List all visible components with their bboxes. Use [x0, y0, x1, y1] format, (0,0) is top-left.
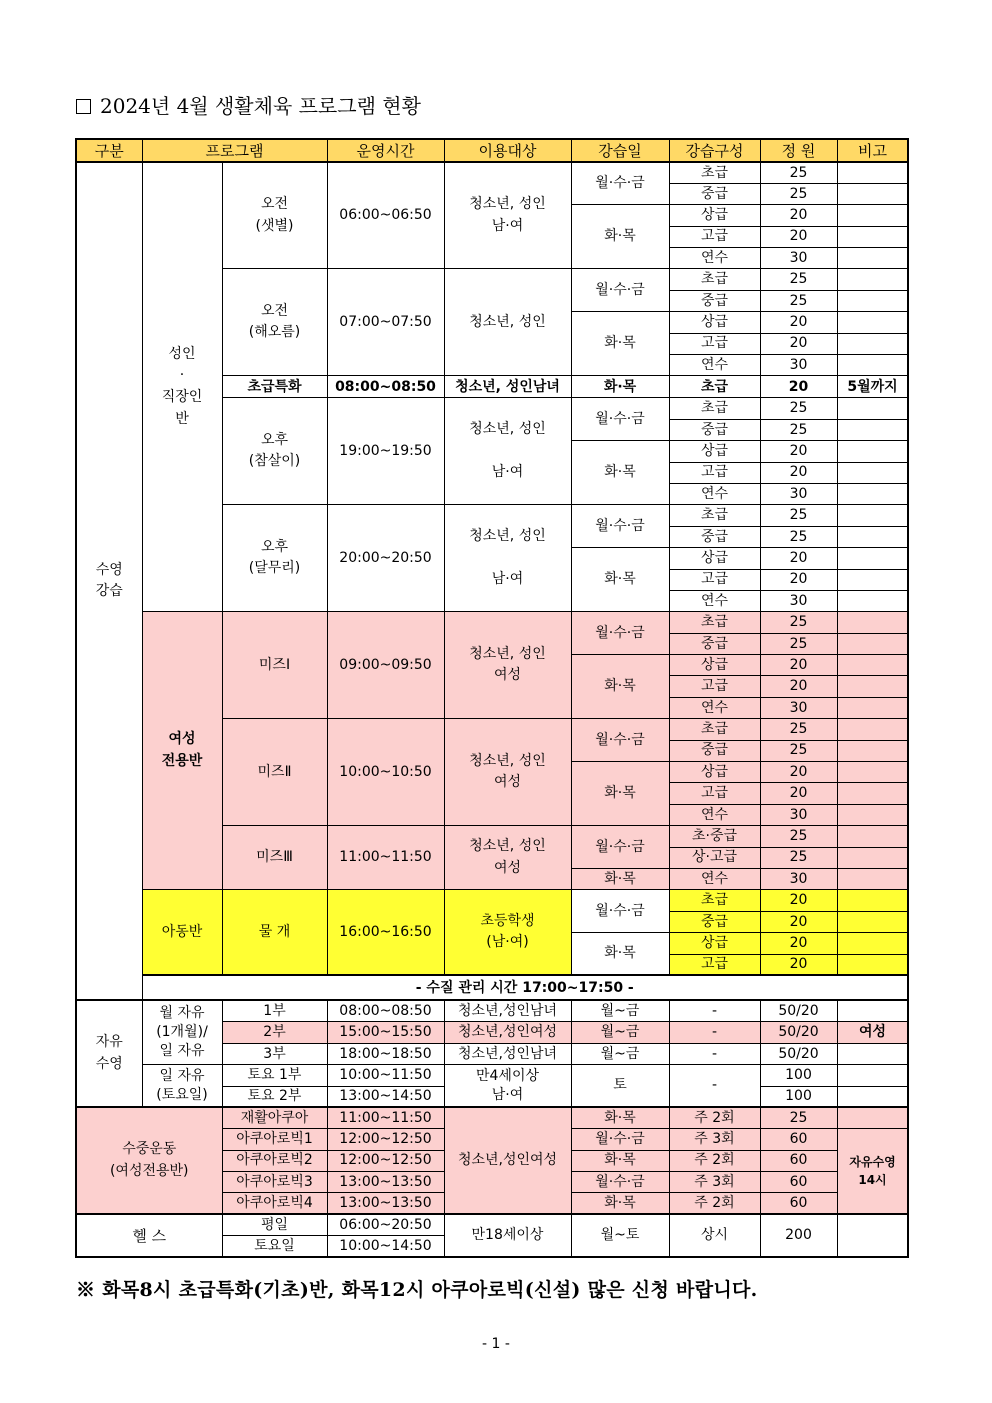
header-target: 이용대상	[444, 139, 571, 162]
composition: 주 2회	[669, 1107, 760, 1128]
note	[837, 826, 908, 847]
level: 초급	[669, 719, 760, 740]
note	[837, 398, 908, 419]
program-time: 13:00~13:50	[327, 1193, 444, 1214]
note	[837, 933, 908, 954]
level: 중급	[669, 740, 760, 761]
capacity: 20	[760, 655, 837, 676]
level: 초급	[669, 612, 760, 633]
lesson-days: 화·목	[571, 1150, 669, 1171]
program-time: 15:00~15:50	[327, 1022, 444, 1043]
level: 상급	[669, 655, 760, 676]
program-name: 초급특화	[222, 376, 327, 398]
note	[837, 483, 908, 504]
level: 고급	[669, 333, 760, 354]
program-target: 만4세이상 남·여	[444, 1065, 571, 1108]
lesson-days: 화·목	[571, 869, 669, 890]
footnote: ※ 화목8시 초급특화(기초)반, 화목12시 아쿠아로빅(신설) 많은 신청 바랍니다.	[76, 1279, 758, 1301]
level: 상·고급	[669, 847, 760, 868]
header-program: 프로그램	[142, 139, 327, 162]
level: 상급	[669, 441, 760, 462]
lesson-days: 월·수·금	[571, 1172, 669, 1193]
program-time: 20:00~20:50	[327, 505, 444, 612]
kids-group: 아동반	[142, 890, 222, 976]
capacity: 100	[760, 1086, 837, 1107]
level: 초급	[669, 890, 760, 911]
note	[837, 697, 908, 718]
women-only-group: 여성 전용반	[142, 612, 222, 890]
note	[837, 1043, 908, 1064]
capacity: 25	[760, 719, 837, 740]
header-row	[76, 139, 908, 162]
water-quality-notice: - 수질 관리 시간 17:00~17:50 -	[142, 975, 908, 1000]
page-number: - 1 -	[482, 1336, 510, 1352]
note: 여성	[837, 1022, 908, 1043]
capacity: 50/20	[760, 1000, 837, 1021]
program-name: 1부	[222, 1000, 327, 1021]
note	[837, 526, 908, 547]
program-time: 06:00~20:50	[327, 1214, 444, 1235]
level: 연수	[669, 590, 760, 611]
note	[837, 869, 908, 890]
program-time: 16:00~16:50	[327, 890, 444, 976]
note	[837, 847, 908, 868]
lesson-days: 월~금	[571, 1043, 669, 1064]
note	[837, 312, 908, 333]
program-target: 청소년,성인남녀	[444, 1043, 571, 1064]
capacity: 25	[760, 419, 837, 440]
table-row	[76, 1000, 908, 1021]
level: 연수	[669, 697, 760, 718]
program-name: 토요 1부	[222, 1065, 327, 1086]
program-name: 미즈Ⅰ	[222, 612, 327, 719]
capacity: 20	[760, 676, 837, 697]
level: 중급	[669, 183, 760, 204]
note	[837, 462, 908, 483]
capacity: 25	[760, 1107, 837, 1128]
capacity: 20	[760, 312, 837, 333]
lesson-days: 월·수·금	[571, 612, 669, 655]
checkbox-square-icon	[76, 99, 91, 114]
program-time: 07:00~07:50	[327, 269, 444, 376]
lesson-days: 월~금	[571, 1022, 669, 1043]
lesson-days: 화·목	[571, 762, 669, 826]
level: 초급	[669, 505, 760, 526]
note	[837, 1086, 908, 1107]
capacity: 30	[760, 355, 837, 376]
free-swim-monthly: 월 자유 (1개월)/ 일 자유	[142, 1000, 222, 1064]
lesson-days: 화·목	[571, 1193, 669, 1214]
capacity: 20	[760, 569, 837, 590]
program-name: 평일	[222, 1214, 327, 1235]
level: 중급	[669, 290, 760, 311]
level: 고급	[669, 226, 760, 247]
note	[837, 1065, 908, 1086]
composition: -	[669, 1000, 760, 1021]
capacity: 25	[760, 290, 837, 311]
program-time: 10:00~11:50	[327, 1065, 444, 1086]
program-name: 토요일	[222, 1236, 327, 1257]
lesson-days: 화·목	[571, 441, 669, 505]
note	[837, 162, 908, 183]
table-row	[76, 1107, 908, 1128]
note	[837, 633, 908, 654]
lesson-days: 화·목	[571, 548, 669, 612]
program-name: 아쿠아로빅3	[222, 1172, 327, 1193]
composition: 주 3회	[669, 1172, 760, 1193]
level: 연수	[669, 869, 760, 890]
program-name: 아쿠아로빅4	[222, 1193, 327, 1214]
program-target: 청소년, 성인 남·여	[444, 505, 571, 612]
program-table	[75, 138, 909, 1258]
capacity: 25	[760, 505, 837, 526]
capacity: 20	[760, 226, 837, 247]
program-name: 아쿠아로빅2	[222, 1150, 327, 1171]
header-capacity: 정 원	[760, 139, 837, 162]
table-row	[76, 975, 908, 1000]
program-target: 청소년, 성인	[444, 269, 571, 376]
note	[837, 183, 908, 204]
capacity: 50/20	[760, 1043, 837, 1064]
level: 상급	[669, 762, 760, 783]
level: 고급	[669, 462, 760, 483]
note	[837, 441, 908, 462]
capacity: 25	[760, 633, 837, 654]
capacity: 25	[760, 162, 837, 183]
capacity: 25	[760, 398, 837, 419]
swim-lesson-group: 수영 강습	[76, 162, 142, 1000]
header-note: 비고	[837, 139, 908, 162]
level: 고급	[669, 676, 760, 697]
note	[837, 1214, 908, 1257]
lesson-days: 월·수·금	[571, 162, 669, 205]
note	[837, 419, 908, 440]
health-group: 헬 스	[76, 1214, 222, 1257]
table-row	[76, 1065, 908, 1086]
note	[837, 355, 908, 376]
composition: -	[669, 1065, 760, 1108]
capacity: 20	[760, 205, 837, 226]
aqua-group: 수중운동 (여성전용반)	[76, 1107, 222, 1214]
capacity: 20	[760, 911, 837, 932]
note	[837, 783, 908, 804]
capacity: 20	[760, 890, 837, 911]
composition: 주 3회	[669, 1129, 760, 1150]
capacity: 20	[760, 333, 837, 354]
note	[837, 590, 908, 611]
lesson-days: 월~토	[571, 1214, 669, 1257]
table-row	[76, 890, 908, 911]
note	[837, 333, 908, 354]
program-name: 2부	[222, 1022, 327, 1043]
program-name: 오후 (참살이)	[222, 398, 327, 505]
lesson-days: 월·수·금	[571, 398, 669, 441]
note	[837, 676, 908, 697]
document-title	[76, 90, 421, 119]
note	[837, 1000, 908, 1021]
program-name: 재활아쿠아	[222, 1107, 327, 1128]
program-name: 오전 (해오름)	[222, 269, 327, 376]
program-time: 10:00~14:50	[327, 1236, 444, 1257]
level: 중급	[669, 633, 760, 654]
composition: 주 2회	[669, 1193, 760, 1214]
note	[837, 911, 908, 932]
lesson-days: 월·수·금	[571, 890, 669, 933]
level: 중급	[669, 419, 760, 440]
composition: 상시	[669, 1214, 760, 1257]
capacity: 200	[760, 1214, 837, 1257]
level: 초급	[669, 162, 760, 183]
capacity: 25	[760, 526, 837, 547]
level: 초급	[669, 376, 760, 398]
lesson-days: 월·수·금	[571, 1129, 669, 1150]
note	[837, 269, 908, 290]
capacity: 25	[760, 847, 837, 868]
capacity: 60	[760, 1150, 837, 1171]
note	[837, 655, 908, 676]
lesson-days: 월·수·금	[571, 505, 669, 548]
program-target: 초등학생 (남·여)	[444, 890, 571, 976]
program-name: 물 개	[222, 890, 327, 976]
program-target: 청소년, 성인 남·여	[444, 162, 571, 269]
level: 중급	[669, 526, 760, 547]
capacity: 20	[760, 954, 837, 975]
level: 중급	[669, 911, 760, 932]
program-time: 09:00~09:50	[327, 612, 444, 719]
level: 고급	[669, 954, 760, 975]
capacity: 30	[760, 869, 837, 890]
program-target: 만18세이상	[444, 1214, 571, 1257]
note	[837, 954, 908, 975]
note	[837, 762, 908, 783]
capacity: 20	[760, 783, 837, 804]
note	[837, 248, 908, 269]
program-time: 13:00~14:50	[327, 1086, 444, 1107]
level: 상급	[669, 548, 760, 569]
capacity: 60	[760, 1129, 837, 1150]
table-row	[76, 1214, 908, 1235]
title-text: 2024년 4월 생활체육 프로그램 현황	[100, 94, 421, 118]
program-target: 청소년, 성인남녀	[444, 376, 571, 398]
note: 자유수영 14시	[837, 1129, 908, 1215]
note	[837, 505, 908, 526]
header-days: 강습일	[571, 139, 669, 162]
level: 연수	[669, 248, 760, 269]
capacity: 25	[760, 183, 837, 204]
free-swim-daily: 일 자유 (토요일)	[142, 1065, 222, 1108]
note	[837, 1107, 908, 1128]
capacity: 20	[760, 548, 837, 569]
lesson-days: 월·수·금	[571, 269, 669, 312]
header-category: 구분	[76, 139, 142, 162]
note	[837, 890, 908, 911]
capacity: 20	[760, 441, 837, 462]
lesson-days: 화·목	[571, 312, 669, 376]
note	[837, 719, 908, 740]
program-time: 11:00~11:50	[327, 1107, 444, 1128]
level: 상급	[669, 933, 760, 954]
program-time: 11:00~11:50	[327, 826, 444, 890]
level: 연수	[669, 804, 760, 825]
program-time: 06:00~06:50	[327, 162, 444, 269]
note	[837, 612, 908, 633]
note	[837, 205, 908, 226]
header-composition: 강습구성	[669, 139, 760, 162]
note	[837, 804, 908, 825]
program-name: 아쿠아로빅1	[222, 1129, 327, 1150]
program-target: 청소년,성인여성	[444, 1107, 571, 1214]
capacity: 25	[760, 826, 837, 847]
capacity: 30	[760, 804, 837, 825]
program-target: 청소년, 성인 여성	[444, 719, 571, 826]
program-time: 08:00~08:50	[327, 376, 444, 398]
level: 초급	[669, 398, 760, 419]
note	[837, 569, 908, 590]
capacity: 25	[760, 269, 837, 290]
capacity: 30	[760, 590, 837, 611]
program-name: 미즈Ⅲ	[222, 826, 327, 890]
capacity: 25	[760, 612, 837, 633]
level: 고급	[669, 783, 760, 804]
capacity: 30	[760, 483, 837, 504]
program-time: 12:00~12:50	[327, 1150, 444, 1171]
capacity: 30	[760, 697, 837, 718]
program-time: 10:00~10:50	[327, 719, 444, 826]
header-time: 운영시간	[327, 139, 444, 162]
note	[837, 290, 908, 311]
program-time: 13:00~13:50	[327, 1172, 444, 1193]
capacity: 20	[760, 762, 837, 783]
level: 초·중급	[669, 826, 760, 847]
program-time: 08:00~08:50	[327, 1000, 444, 1021]
capacity: 20	[760, 376, 837, 398]
program-time: 12:00~12:50	[327, 1129, 444, 1150]
lesson-days: 월~금	[571, 1000, 669, 1021]
lesson-days: 화·목	[571, 1107, 669, 1128]
level: 고급	[669, 569, 760, 590]
lesson-days: 화·목	[571, 655, 669, 719]
table-row	[76, 162, 908, 183]
program-name: 3부	[222, 1043, 327, 1064]
program-target: 청소년,성인남녀	[444, 1000, 571, 1021]
program-target: 청소년, 성인 여성	[444, 612, 571, 719]
program-name: 미즈Ⅱ	[222, 719, 327, 826]
note	[837, 226, 908, 247]
lesson-days: 화·목	[571, 933, 669, 976]
capacity: 50/20	[760, 1022, 837, 1043]
program-name: 오후 (달무리)	[222, 505, 327, 612]
lesson-days: 월·수·금	[571, 719, 669, 762]
program-name: 토요 2부	[222, 1086, 327, 1107]
adult-worker-group: 성인 · 직장인 반	[142, 162, 222, 612]
capacity: 20	[760, 462, 837, 483]
program-name: 오전 (샛별)	[222, 162, 327, 269]
level: 상급	[669, 205, 760, 226]
lesson-days: 화·목	[571, 205, 669, 269]
lesson-days: 화·목	[571, 376, 669, 398]
program-time: 19:00~19:50	[327, 398, 444, 505]
composition: 주 2회	[669, 1150, 760, 1171]
capacity: 60	[760, 1193, 837, 1214]
lesson-days: 토	[571, 1065, 669, 1108]
program-time: 18:00~18:50	[327, 1043, 444, 1064]
program-target: 청소년,성인여성	[444, 1022, 571, 1043]
level: 상급	[669, 312, 760, 333]
capacity: 30	[760, 248, 837, 269]
level: 연수	[669, 483, 760, 504]
note: 5월까지	[837, 376, 908, 398]
capacity: 20	[760, 933, 837, 954]
free-swim-group: 자유 수영	[76, 1000, 142, 1107]
level: 초급	[669, 269, 760, 290]
program-target: 청소년, 성인 남·여	[444, 398, 571, 505]
capacity: 100	[760, 1065, 837, 1086]
level: 연수	[669, 355, 760, 376]
composition: -	[669, 1022, 760, 1043]
capacity: 25	[760, 740, 837, 761]
composition: -	[669, 1043, 760, 1064]
lesson-days: 월·수·금	[571, 826, 669, 869]
program-target: 청소년, 성인 여성	[444, 826, 571, 890]
note	[837, 548, 908, 569]
table-row	[76, 612, 908, 633]
capacity: 60	[760, 1172, 837, 1193]
note	[837, 740, 908, 761]
